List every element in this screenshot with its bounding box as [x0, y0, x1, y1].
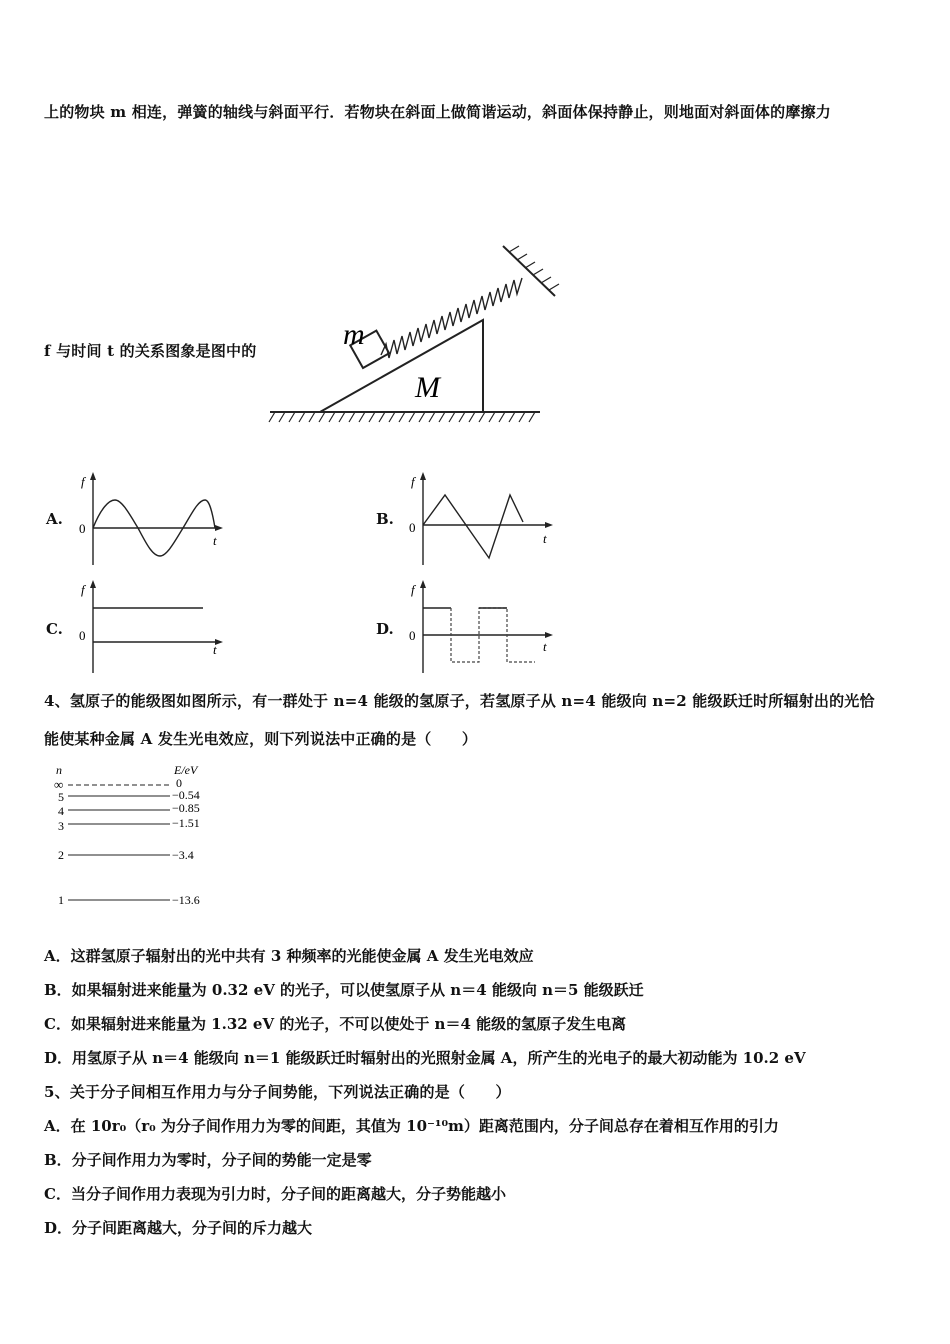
level-n-inf: ∞	[54, 777, 64, 792]
axis-t-c: t	[213, 642, 217, 657]
option-a-label[interactable]: A.	[46, 510, 63, 528]
q3-stem-line1: 上的物块 m 相连，弹簧的轴线与斜面平行．若物块在斜面上做简谐运动，斜面体保持静止，则地面对斜面体的摩擦力	[44, 103, 831, 121]
axis-f-b: f	[411, 474, 415, 489]
e-header: E/eV	[174, 763, 198, 777]
q4-choice-b[interactable]: B．如果辐射进来能量为 0.32 eV 的光子，可以使氢原子从 n＝4 能级向 n＝5 能级跃迁	[44, 981, 644, 999]
axis-0-b: 0	[409, 520, 416, 535]
level-e-1: −13.6	[172, 893, 200, 907]
level-n-2: 2	[58, 848, 64, 862]
q5-stem: 5、关于分子间相互作用力与分子间势能，下列说法正确的是（ ）	[44, 1083, 511, 1101]
graph-c-constant[interactable]	[75, 578, 225, 678]
option-b-label[interactable]: B.	[376, 510, 394, 528]
level-e-2: −3.4	[172, 848, 194, 862]
q4-choice-c[interactable]: C．如果辐射进来能量为 1.32 eV 的光子，不可以使处于 n＝4 能级的氢原子发生电离	[44, 1015, 627, 1033]
energy-level-diagram	[50, 762, 230, 912]
level-e-3: −1.51	[172, 816, 200, 830]
axis-0-d: 0	[409, 628, 416, 643]
graph-b-triangle[interactable]	[405, 470, 555, 570]
axis-f-c: f	[81, 582, 85, 597]
block-label: m	[343, 318, 365, 351]
q4-stem-line2: 能使某种金属 A 发生光电效应，则下列说法中正确的是（ ）	[44, 730, 478, 748]
axis-f-a: f	[81, 474, 85, 489]
level-n-5: 5	[58, 790, 64, 804]
level-e-inf: 0	[176, 776, 182, 790]
level-e-4: −0.85	[172, 801, 200, 815]
axis-0-a: 0	[79, 521, 86, 536]
wedge-label: M	[415, 371, 440, 404]
q4-choice-d[interactable]: D．用氢原子从 n＝4 能级向 n＝1 能级跃迁时辐射出的光照射金属 A，所产生的光电子的最大初动能为 10.2 eV	[44, 1049, 806, 1067]
option-c-label[interactable]: C.	[46, 620, 63, 638]
level-n-1: 1	[58, 893, 64, 907]
q5-choice-b[interactable]: B．分子间作用力为零时，分子间的势能一定是零	[44, 1151, 372, 1169]
level-n-4: 4	[58, 804, 64, 818]
q3-stem-line2: f 与时间 t 的关系图象是图中的	[44, 342, 257, 360]
level-n-3: 3	[58, 819, 64, 833]
n-header: n	[56, 763, 62, 777]
q5-choice-a[interactable]: A．在 10r₀（r₀ 为分子间作用力为零的间距，其值为 10⁻¹⁰m）距离范围内，分子间总存在着相互作用的引力	[44, 1117, 779, 1135]
graph-d-square[interactable]	[405, 578, 555, 678]
option-d-label[interactable]: D.	[376, 620, 394, 638]
level-e-5: −0.54	[172, 788, 200, 802]
incline-spring-figure	[265, 240, 565, 435]
graph-a-sine[interactable]	[75, 470, 225, 570]
axis-t-d: t	[543, 639, 547, 654]
q4-choice-a[interactable]: A．这群氢原子辐射出的光中共有 3 种频率的光能使金属 A 发生光电效应	[44, 947, 534, 965]
axis-t-a: t	[213, 533, 217, 548]
q4-stem-line1: 4、氢原子的能级图如图所示，有一群处于 n=4 能级的氢原子，若氢原子从 n=4 能级向 n=2 能级跃迁时所辐射出的光恰	[44, 692, 875, 710]
axis-t-b: t	[543, 531, 547, 546]
axis-0-c: 0	[79, 628, 86, 643]
q5-choice-c[interactable]: C．当分子间作用力表现为引力时，分子间的距离越大，分子势能越小	[44, 1185, 506, 1203]
q5-choice-d[interactable]: D．分子间距离越大，分子间的斥力越大	[44, 1219, 313, 1237]
axis-f-d: f	[411, 582, 415, 597]
